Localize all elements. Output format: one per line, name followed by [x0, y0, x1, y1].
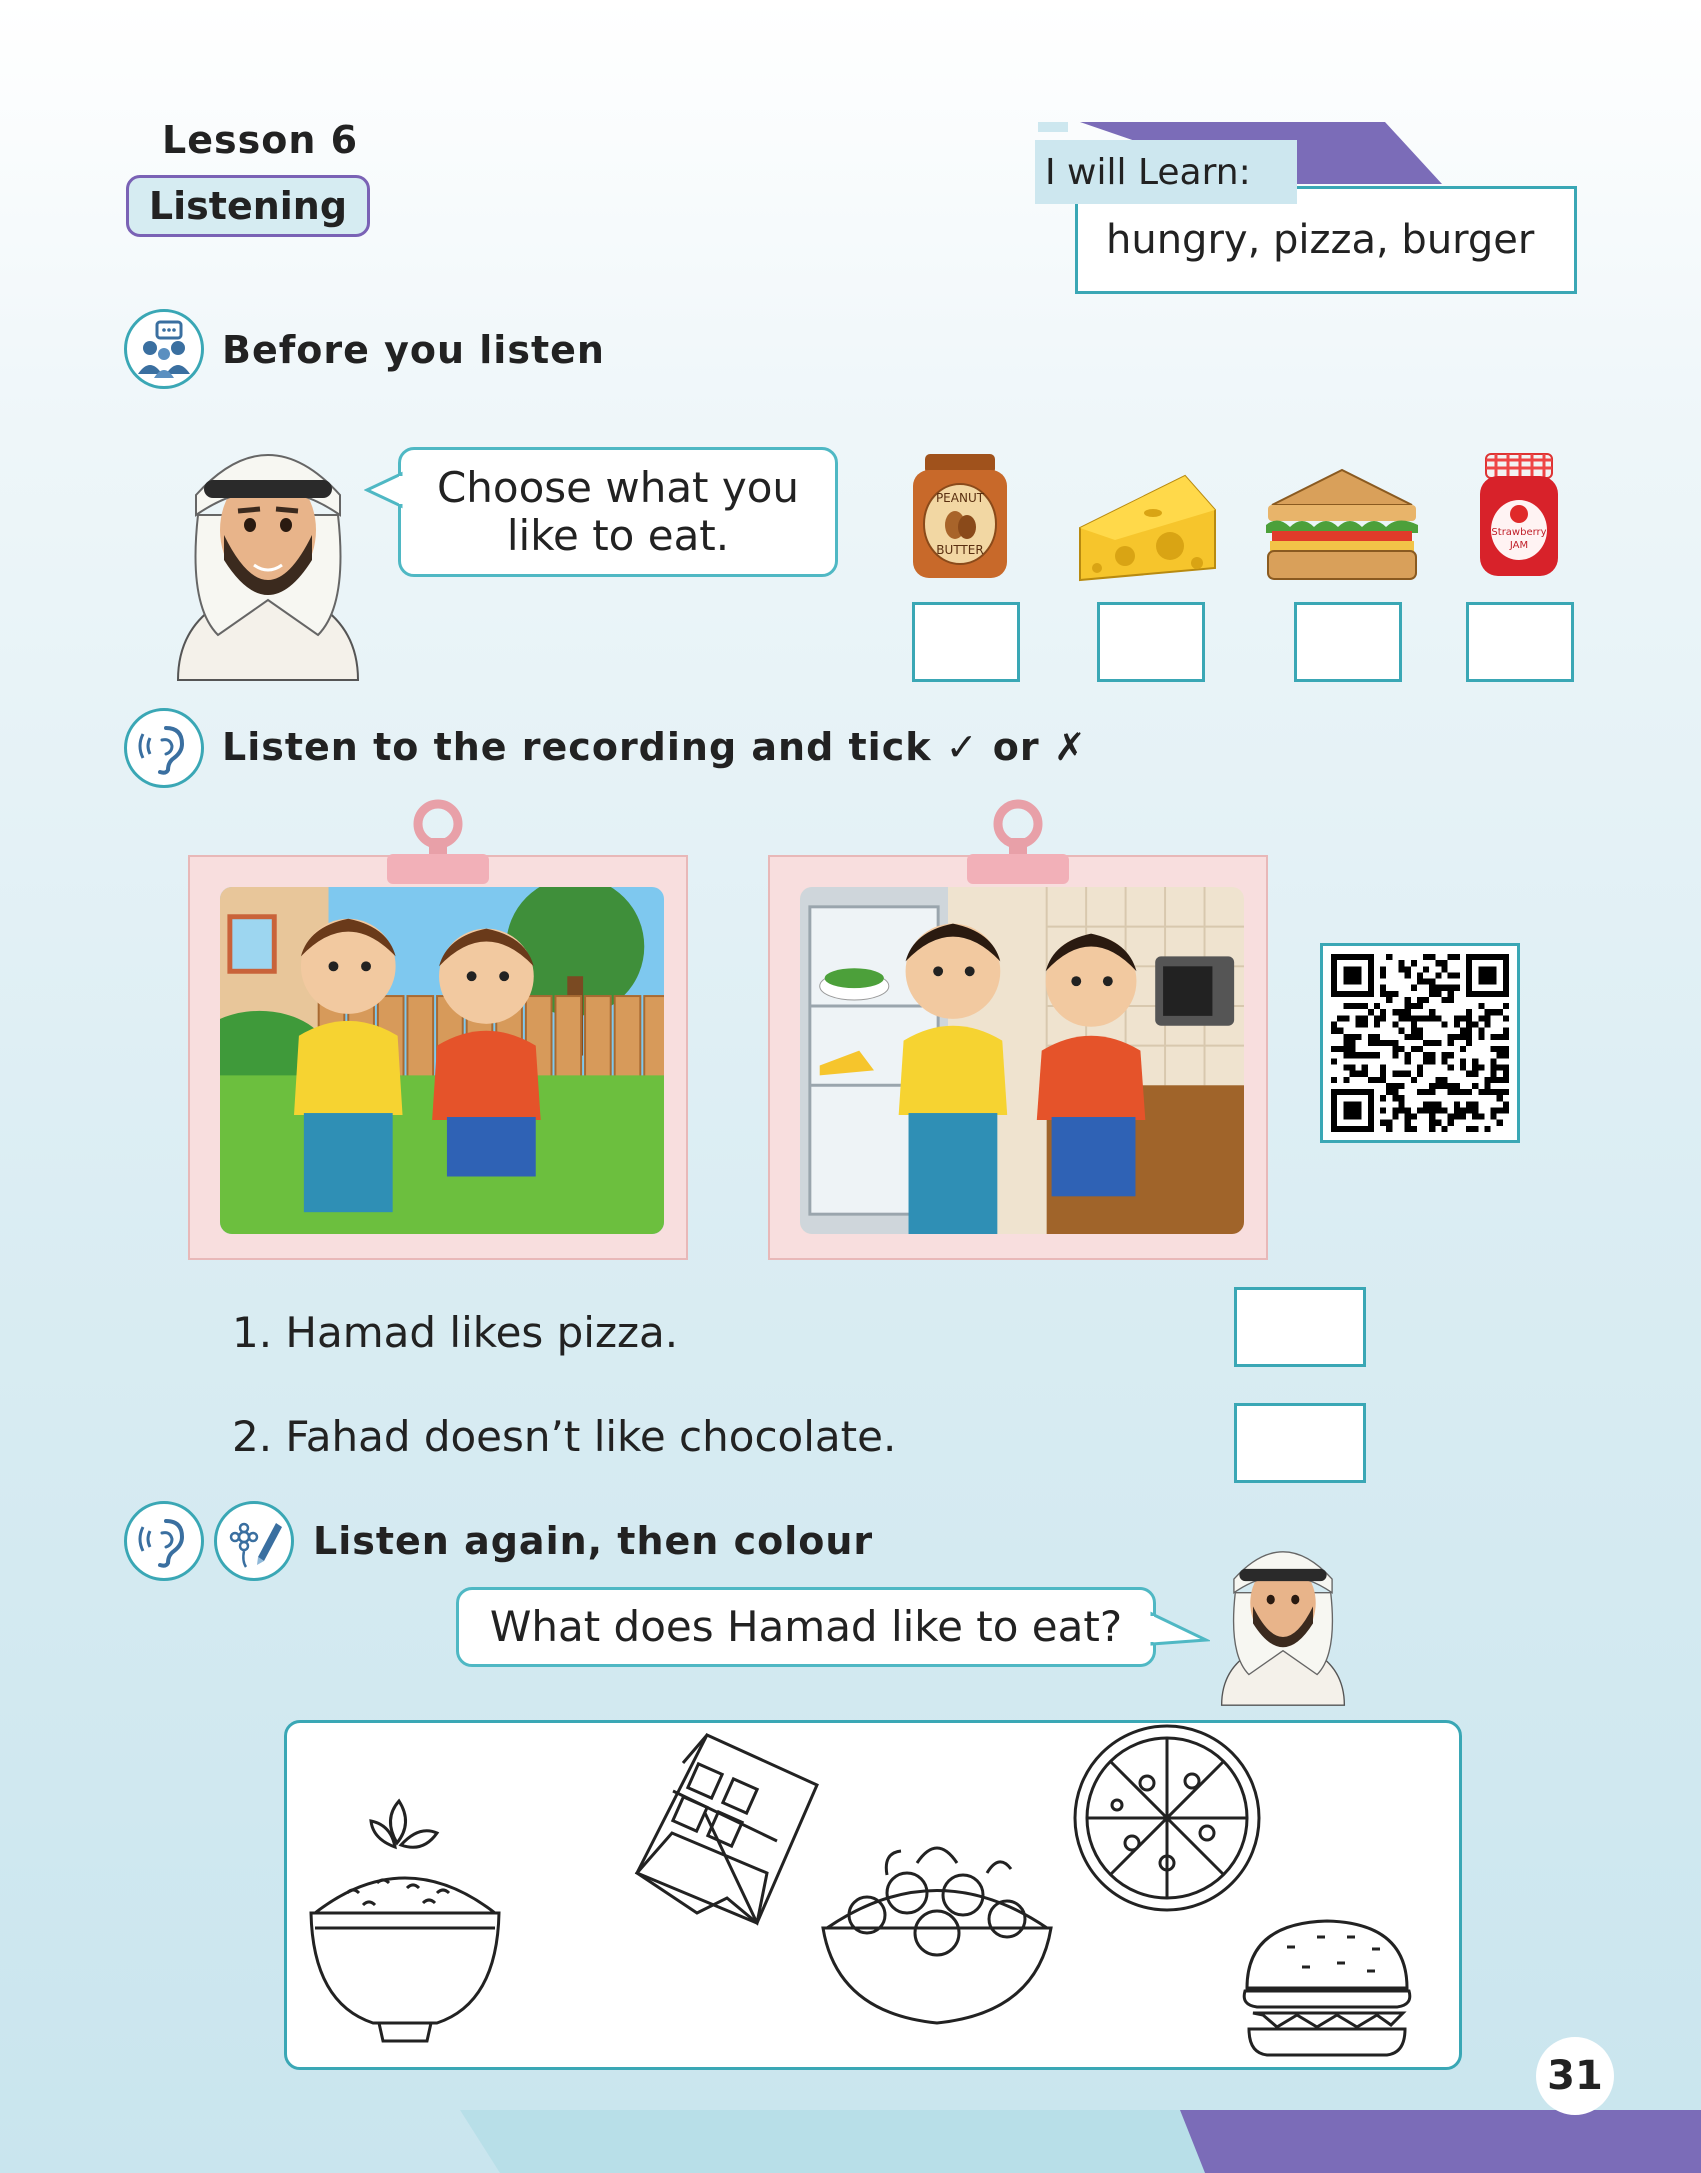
- learn-words-box: hungry, pizza, burger: [1075, 186, 1577, 294]
- statement-2: 2. Fahad doesn’t like chocolate.: [232, 1412, 897, 1461]
- choice-box-peanut-butter[interactable]: [912, 602, 1020, 682]
- teacher-avatar: [158, 425, 378, 685]
- paper-clip-icon: [963, 798, 1073, 888]
- answer-box-statement-1[interactable]: [1234, 1287, 1366, 1367]
- photo-frame-garden: [188, 855, 688, 1260]
- salad-bowl-outline: [823, 1848, 1051, 2023]
- pizza-outline: [1075, 1726, 1259, 1910]
- jam-label-bottom: JAM: [1509, 540, 1529, 551]
- jam-label-top: Strawberry: [1491, 527, 1547, 538]
- qr-code[interactable]: [1320, 943, 1520, 1143]
- boys-playing-garden-image: [220, 887, 664, 1234]
- skill-badge: Listening: [126, 175, 370, 237]
- choice-box-sandwich[interactable]: [1294, 602, 1402, 682]
- choice-box-jam[interactable]: [1466, 602, 1574, 682]
- rice-bowl-outline: [311, 1801, 499, 2041]
- sandwich-image: [1258, 465, 1426, 585]
- boys-at-fridge-image: [800, 887, 1244, 1234]
- section-heading-listen-tick: Listen to the recording and tick ✓ or ✗: [222, 725, 1087, 769]
- lesson-title: Lesson 6: [162, 118, 359, 162]
- jar-label-top: PEANUT: [935, 491, 985, 505]
- section-heading-before-listen: Before you listen: [222, 328, 605, 372]
- question-speech-bubble: What does Hamad like to eat?: [456, 1587, 1156, 1667]
- section-heading-listen-colour: Listen again, then colour: [313, 1519, 874, 1563]
- strawberry-jam-jar-image: [1474, 450, 1564, 580]
- teacher-speech-bubble: Choose what you like to eat.: [398, 447, 838, 577]
- speech-bubble-tail: [1150, 1610, 1210, 1650]
- ear-icon: [124, 708, 204, 788]
- qr-code-pattern: [1331, 954, 1509, 1132]
- colouring-foods: [287, 1723, 1459, 2067]
- statement-1: 1. Hamad likes pizza.: [232, 1308, 679, 1357]
- chocolate-bar-outline: [637, 1735, 817, 1923]
- photo-frame-kitchen: [768, 855, 1268, 1260]
- footer-decoration: [0, 2110, 1701, 2173]
- jar-label-bottom: BUTTER: [936, 543, 984, 557]
- choice-box-cheese[interactable]: [1097, 602, 1205, 682]
- paper-clip-icon: [383, 798, 493, 888]
- ear-icon: [124, 1501, 204, 1581]
- colour-pencil-icon: [214, 1501, 294, 1581]
- colouring-panel: [284, 1720, 1462, 2070]
- burger-outline: [1244, 1921, 1410, 2055]
- teacher-avatar-small: [1208, 1530, 1358, 1710]
- learn-label: I will Learn:: [1035, 140, 1297, 204]
- discussion-icon: [124, 309, 204, 389]
- peanut-butter-jar-image: [905, 450, 1015, 582]
- speech-bubble-tail: [364, 470, 404, 510]
- cheese-image: [1075, 468, 1220, 583]
- answer-box-statement-2[interactable]: [1234, 1403, 1366, 1483]
- page-number: 31: [1536, 2037, 1614, 2115]
